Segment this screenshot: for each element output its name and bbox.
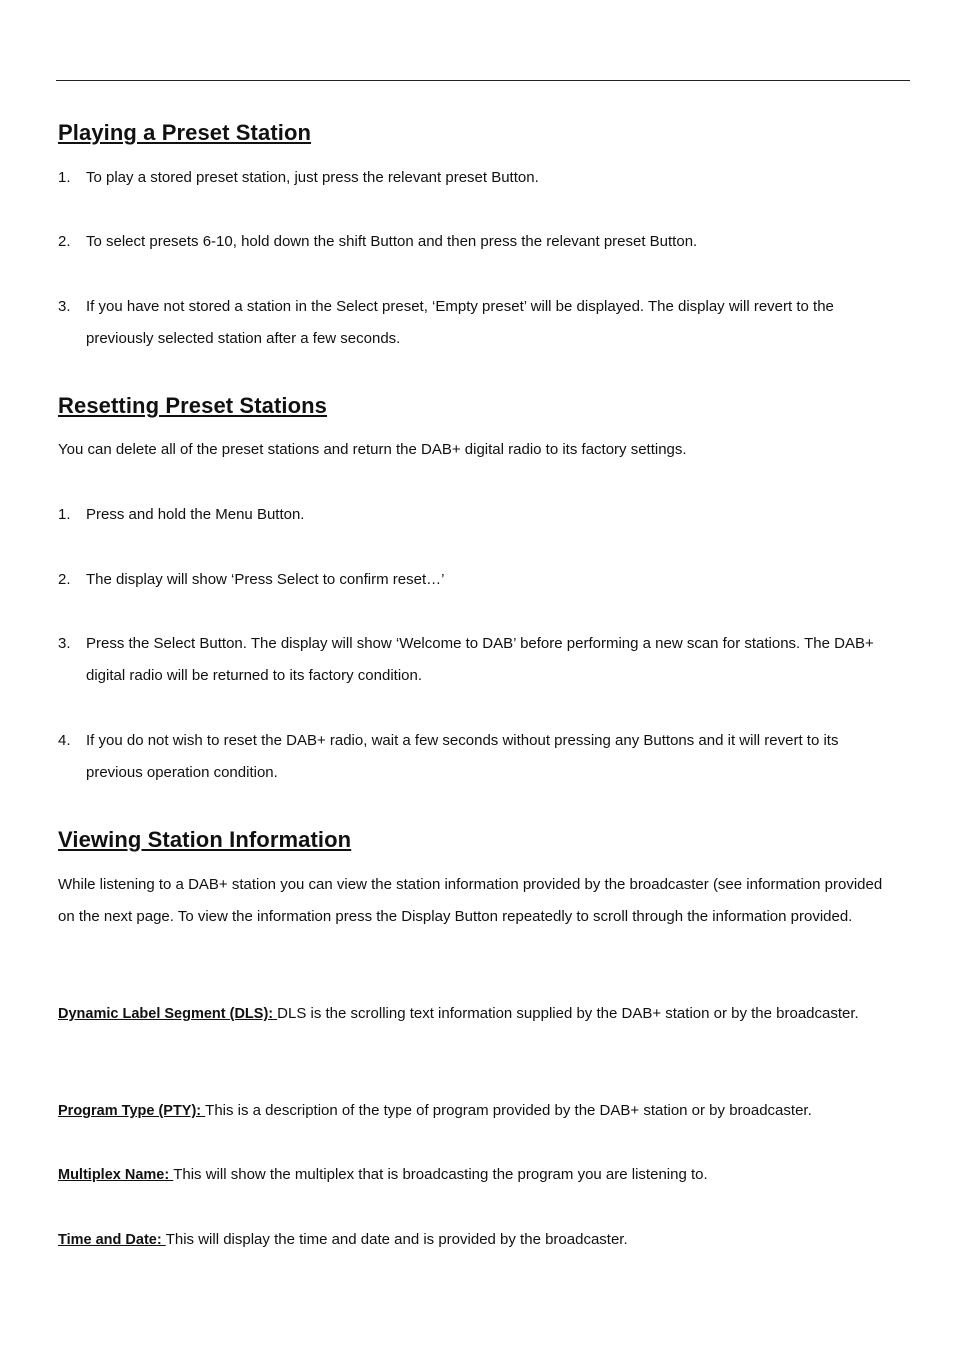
list-number: 3. xyxy=(58,298,71,315)
list-text: If you do not wish to reset the DAB+ radio, wait a few seconds without pressing any Buttons and it will revert to its previous operation condition. xyxy=(86,732,839,781)
list-item xyxy=(58,226,898,258)
list-text: To play a stored preset station, just press the relevant preset Button. xyxy=(86,169,539,186)
definition-multiplex xyxy=(58,1159,898,1191)
list-text: The display will show ‘Press Select to confirm reset…’ xyxy=(86,571,445,588)
list-item xyxy=(58,628,898,692)
heading-viewing-station-information: Viewing Station Information xyxy=(58,827,352,852)
list-text: To select presets 6-10, hold down the shift Button and then press the relevant preset Button. xyxy=(86,233,698,250)
list-item xyxy=(58,162,898,194)
list-text: Press and hold the Menu Button. xyxy=(86,506,305,523)
definition-pty xyxy=(58,1095,898,1127)
heading-playing-preset-station: Playing a Preset Station xyxy=(58,120,312,145)
definition-term: Dynamic Label Segment (DLS): xyxy=(58,1006,278,1022)
intro-paragraph: While listening to a DAB+ station you can view the station information provided by the broadcaster (see information provided on the next page. To view the information press the Display Button repeatedly to scroll through the information provided. xyxy=(58,876,883,925)
definition-term: Time and Date: xyxy=(58,1232,166,1248)
intro-paragraph: You can delete all of the preset stations and return the DAB+ digital radio to its factory settings. xyxy=(58,441,687,458)
list-item xyxy=(58,499,898,531)
list-number: 1. xyxy=(58,169,71,186)
heading-resetting-preset-stations: Resetting Preset Stations xyxy=(58,393,328,418)
list-item xyxy=(58,291,898,355)
list-number: 1. xyxy=(58,506,71,523)
definition-term: Multiplex Name: xyxy=(58,1167,174,1183)
definition-time-date xyxy=(58,1224,898,1256)
definition-text: This will show the multiplex that is broadcasting the program you are listening to. xyxy=(173,1166,708,1183)
list-text: If you have not stored a station in the Select preset, ‘Empty preset’ will be displayed. The display will revert to the previously selected station after a few seconds. xyxy=(86,298,834,347)
list-number: 2. xyxy=(58,571,71,588)
header-rule xyxy=(56,80,910,81)
definition-text: DLS is the scrolling text information supplied by the DAB+ station or by the broadcaster. xyxy=(277,1005,859,1022)
list-item xyxy=(58,725,898,789)
list-item xyxy=(58,564,898,596)
definition-term: Program Type (PTY): xyxy=(58,1103,206,1119)
list-number: 3. xyxy=(58,635,71,652)
definition-dls xyxy=(58,998,898,1030)
definition-text: This is a description of the type of program provided by the DAB+ station or by broadcaster. xyxy=(205,1102,812,1119)
definition-text: This will display the time and date and is provided by the broadcaster. xyxy=(165,1231,628,1248)
list-number: 2. xyxy=(58,233,71,250)
list-text: Press the Select Button. The display will show ‘Welcome to DAB’ before performing a new scan for stations. The DAB+ digital radio will be returned to its factory condition. xyxy=(86,635,874,684)
list-number: 4. xyxy=(58,732,71,749)
